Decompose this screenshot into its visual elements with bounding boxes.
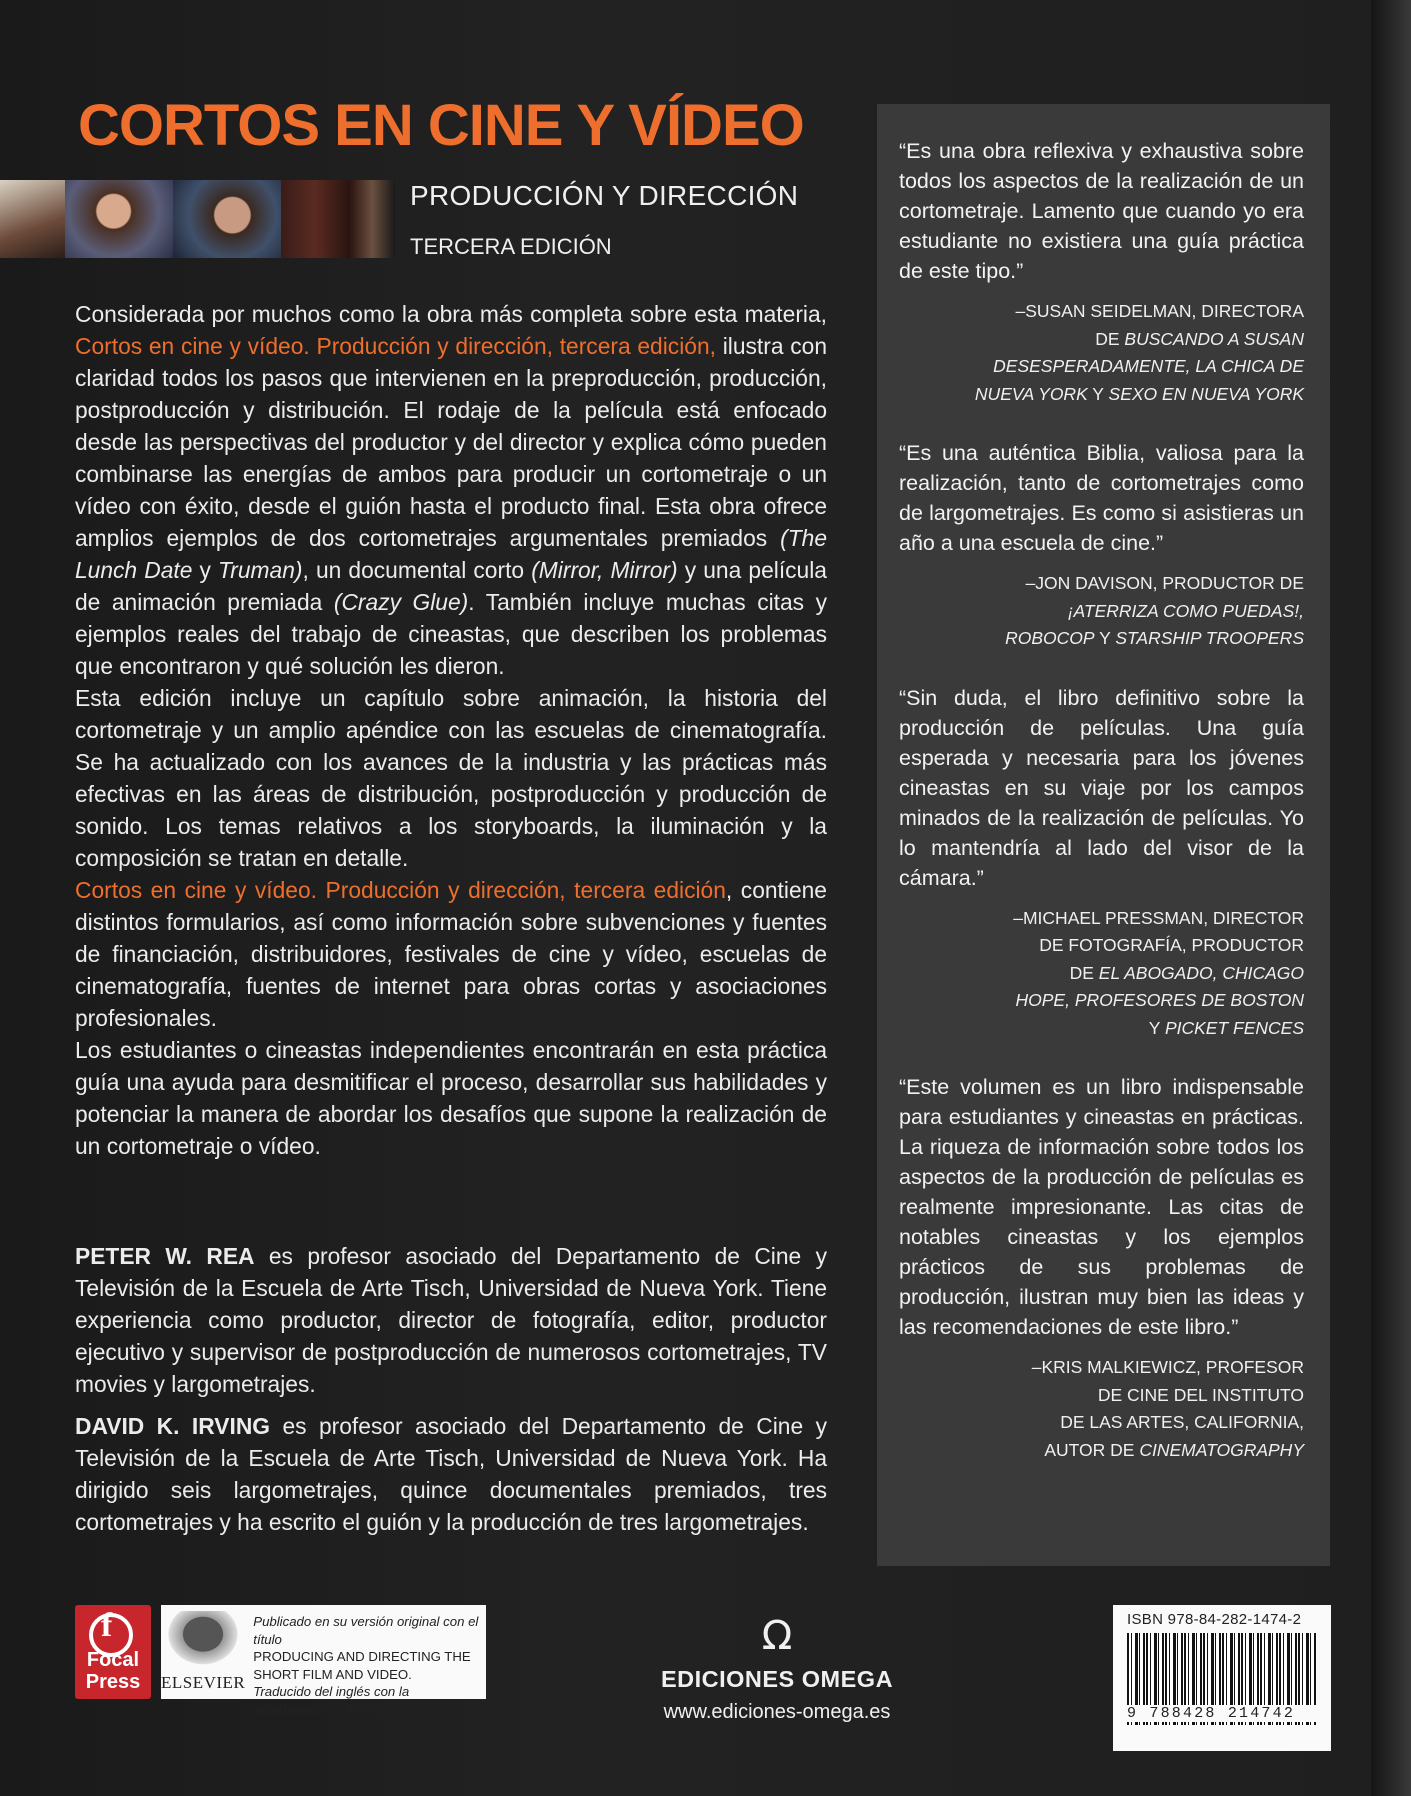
attribution-line: –MICHAEL PRESSMAN, DIRECTOR <box>1013 907 1304 928</box>
quote-text: “Sin duda, el libro definitivo sobre la producción de películas. Una guía esperada y necesaria para los jóvenes cineastas en su viaje por los campos minados de la realización de películas. Yo lo mantendría al lado del visor de la cámara.” <box>899 685 1304 890</box>
attribution-line: DE <box>1095 328 1125 349</box>
film-still <box>281 180 395 258</box>
highlighted-title: Cortos en cine y vídeo. Producción y dirección, tercera edición <box>75 877 726 903</box>
attribution-title: ¡ATERRIZA COMO PUEDAS!, <box>1067 600 1304 621</box>
film-still <box>0 180 65 258</box>
attribution-line: AUTOR DE <box>1044 1439 1140 1460</box>
description-paragraph <box>75 298 827 682</box>
highlighted-title: Cortos en cine y vídeo. Producción y dirección, tercera edición, <box>75 333 716 359</box>
review-quotes-panel <box>877 104 1330 1566</box>
attribution-title: ROBOCOP <box>1005 628 1095 648</box>
barcode-digits: 9 788428 214742 <box>1127 1705 1317 1722</box>
elsevier-wordmark: ELSEVIER <box>161 1673 246 1692</box>
film-title: (The Lunch Date <box>75 525 827 583</box>
quote-text: “Este volumen es un libro indispensable para estudiantes y cineastas en prácticas. La riqueza de información sobre todos los aspectos de la producción de películas es realmente impresionante. Las citas de notables cineastas y los ejemplos prácticos de sus problemas de producción, ilustran muy bien las ideas y las recomendaciones de este libro.” <box>899 1075 1304 1339</box>
book-subtitle: PRODUCCIÓN Y DIRECCIÓN <box>410 180 799 211</box>
description-paragraph <box>75 874 827 1034</box>
attribution-line: –SUSAN SEIDELMAN, DIRECTORA <box>1015 301 1304 321</box>
attribution-line: DE <box>1069 962 1099 983</box>
review-quote <box>899 1072 1304 1464</box>
attribution-line: Y <box>1094 628 1116 648</box>
quote-attribution <box>899 298 1304 408</box>
review-quote <box>899 438 1304 653</box>
quote-text: “Es una auténtica Biblia, valiosa para la realización, tanto de cortometrajes como de largometrajes. Es como si asistieras un año a una escuela de cine.” <box>899 441 1304 555</box>
text-span: . También incluye muchas citas y ejemplos reales del trabajo de cineastas, que describen los problemas que encontraron y qué solución les dieron. <box>75 589 827 679</box>
book-edition: TERCERA EDICIÓN <box>410 234 612 259</box>
note-line: Publicado en su versión original con el título <box>253 1614 479 1647</box>
text-span: , contiene distintos formularios, así como información sobre subvenciones y fuentes de financiación, distribuidores, festivales de cine y vídeo, escuelas de cinematografía, fuentes de internet para obras cortas y asociaciones profesionales. <box>75 877 827 1031</box>
description-paragraph: Esta edición incluye un capítulo sobre animación, la historia del cortometraje y un amplio apéndice con las escuelas de cinematografía. Se ha actualizado con los avances de la industria y las prácticas más efectivas en las áreas de distribución, postproducción y producción de sonido. Los temas relativos a los storyboards, la iluminación y la composición se tratan en detalle. <box>75 685 827 871</box>
book-title: CORTOS EN CINE Y VÍDEO <box>78 93 804 158</box>
attribution-title: DESESPERADAMENTE, LA CHICA DE <box>993 356 1304 376</box>
text-span: Considerada por muchos como la obra más completa sobre esta materia, <box>75 301 827 327</box>
film-title: Truman) <box>218 557 303 583</box>
review-quote <box>899 136 1304 408</box>
attribution-title: PICKET FENCES <box>1164 1017 1304 1038</box>
text-span: ilustra con claridad todos los pasos que intervienen en la preproducción, producción, postproducción y distribución. El rodaje de la película está enfocado desde las perspectivas del productor y del director y explica cómo pueden combinarse las energías de ambos para producir un cortometraje o un vídeo con éxito, desde el guión hasta el producto final. Esta obra ofrece amplios ejemplos de dos cortometrajes argumentales premiados <box>75 333 828 551</box>
original-title-note <box>245 1605 486 1717</box>
attribution-title: CINEMATOGRAPHY <box>1139 1439 1304 1460</box>
author-bio-text: es profesor asociado del Departamento de Cine y Televisión de la Escuela de Arte Tisch, Universidad de Nueva York. Tiene experiencia como productor, director de fotografía, editor, productor ejecutivo y supervisor de postproducción de numerosos cortometrajes, TV movies y largometrajes. <box>75 1243 827 1397</box>
text-span: , un documental corto <box>302 557 532 583</box>
focal-press-label: Focal Press <box>85 1649 141 1693</box>
attribution-line: DE LAS ARTES, CALIFORNIA, <box>1060 1412 1304 1432</box>
attribution-line: Y <box>1148 1017 1165 1038</box>
film-title: (Mirror, Mirror) <box>531 557 678 583</box>
focal-press-f-glyph: f <box>101 1607 113 1644</box>
elsevier-tree-icon <box>163 1611 243 1669</box>
omega-icon: Ω <box>761 1613 793 1659</box>
attribution-line: DE FOTOGRAFÍA, PRODUCTOR <box>1039 935 1304 955</box>
attribution-title: HOPE, PROFESORES DE BOSTON <box>1015 990 1304 1010</box>
review-quote <box>899 683 1304 1043</box>
note-line: PRODUCING AND DIRECTING THE SHORT FILM AND VIDEO. <box>253 1649 471 1682</box>
attribution-line: –KRIS MALKIEWICZ, PROFESOR <box>1031 1357 1304 1377</box>
publisher-name: EDICIONES OMEGA <box>660 1666 894 1692</box>
author-bio-text: es profesor asociado del Departamento de Cine y Televisión de la Escuela de Arte Tisch, Universidad de Nueva York. Ha dirigido seis largometrajes, quince documentales premiados, tres cortometrajes y ha escrito el guión y la producción de tres largometrajes. <box>75 1413 827 1535</box>
publisher-url[interactable]: www.ediciones-omega.es <box>663 1701 891 1723</box>
focal-press-logo <box>75 1605 151 1699</box>
attribution-title: BUSCANDO A SUSAN <box>1124 328 1304 349</box>
attribution-title: NUEVA YORK <box>974 383 1088 404</box>
attribution-title: EL ABOGADO, CHICAGO <box>1098 962 1304 983</box>
film-title: (Crazy Glue) <box>333 589 469 615</box>
author-bio <box>75 1240 827 1400</box>
author-name: PETER W. REA <box>75 1243 255 1269</box>
description-paragraph: Los estudiantes o cineastas independientes encontrarán en esta práctica guía una ayuda para desmitificar el proceso, desarrollar sus habilidades y potenciar la manera de abordar los desafíos que supone la realización de un cortometraje o vídeo. <box>75 1037 827 1159</box>
attribution-line: DE CINE DEL INSTITUTO <box>1097 1384 1304 1405</box>
text-span: y <box>192 557 219 583</box>
attribution-title: STARSHIP TROOPERS <box>1115 628 1304 648</box>
book-description <box>75 298 827 1162</box>
quote-attribution <box>899 905 1304 1043</box>
elsevier-logo <box>161 1605 245 1699</box>
publisher-block <box>642 1612 912 1724</box>
film-still <box>173 180 281 258</box>
isbn-label: ISBN 978-84-282-1474-2 <box>1127 1611 1302 1628</box>
attribution-line: –JON DAVISON, PRODUCTOR DE <box>1025 573 1304 593</box>
quote-text: “Es una obra reflexiva y exhaustiva sobre todos los aspectos de la realización de un cortometraje. Lamento que cuando yo era estudiante no existiera una guía práctica de este tipo.” <box>899 139 1304 283</box>
publisher-logos <box>75 1605 486 1717</box>
isbn-barcode-box <box>1113 1605 1331 1751</box>
attribution-title: SEXO EN NUEVA YORK <box>1108 383 1304 404</box>
film-still <box>65 180 173 258</box>
quote-attribution <box>899 570 1304 653</box>
text-span: y una película de animación premiada <box>75 557 827 615</box>
elsevier-notice <box>161 1605 486 1717</box>
quote-attribution <box>899 1354 1304 1464</box>
film-stills-strip <box>0 180 395 258</box>
author-name: DAVID K. IRVING <box>75 1413 271 1439</box>
author-bio <box>75 1410 827 1538</box>
attribution-line: Y <box>1087 383 1109 404</box>
cover-edge <box>1371 0 1411 1796</box>
note-line: Traducido del inglés con la autorización de Elsevier. <box>253 1684 410 1717</box>
author-bios <box>75 1240 827 1548</box>
